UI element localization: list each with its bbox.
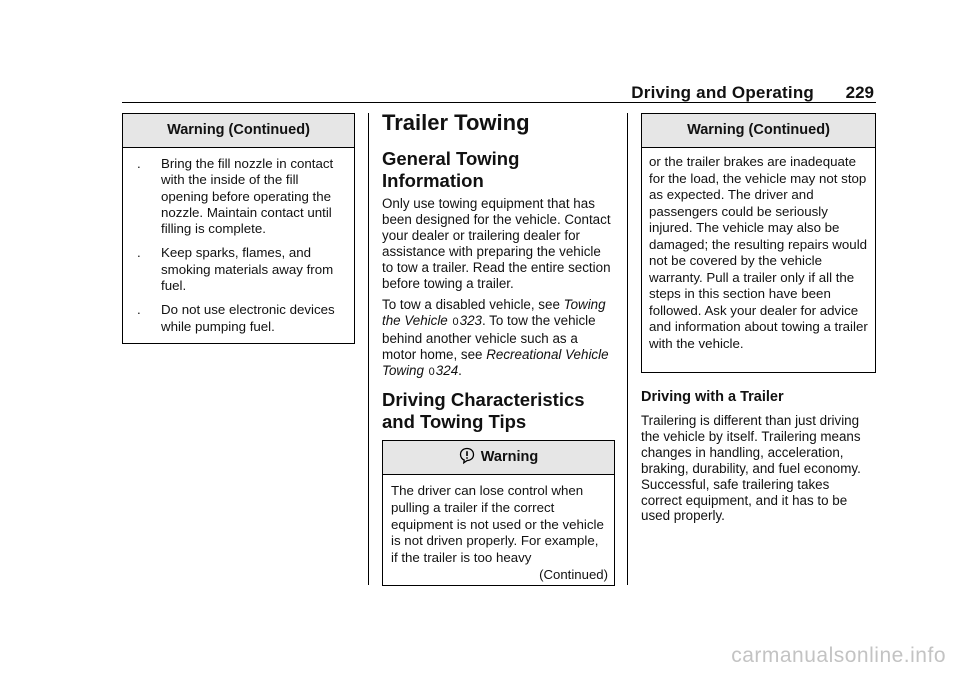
trailer-warning-title: Warning (480, 449, 539, 465)
list-item (123, 156, 348, 237)
continued-label: (Continued) (539, 566, 608, 582)
trailer-warning-text: The driver can lose control when pulling a trailer if the correct equipment is not used or the vehicle is not driven properly. For example, if the trailer is too heavy (391, 483, 604, 566)
disabled-vehicle-paragraph (382, 297, 614, 381)
para-text: . To tow the vehicle behind another vehicle such as a motor home, see (382, 312, 596, 362)
fuel-warning-title: Warning (Continued) (123, 114, 354, 148)
watermark: carmanualsonline.info (731, 644, 946, 667)
bullet-marker: . (137, 156, 141, 171)
bullet-marker: . (137, 302, 141, 318)
trailer-brakes-warning-title: Warning (Continued) (642, 114, 875, 148)
driving-characteristics-heading: Driving Characteristics and Towing Tips (382, 389, 585, 432)
towing-vehicle-link[interactable]: Towing the Vehicle (382, 297, 606, 328)
list-item (123, 302, 348, 335)
para-text: To tow a disabled vehicle, see (382, 297, 560, 312)
trailer-towing-heading: Trailer Towing (382, 110, 530, 135)
page-arrow-icon: 0 (428, 365, 435, 378)
trailer-brakes-warning-box (641, 113, 876, 373)
page-arrow-icon: 0 (452, 315, 459, 328)
page-ref[interactable]: 323 (459, 312, 482, 328)
header-rule (122, 102, 876, 103)
general-towing-paragraph: Only use towing equipment that has been designed for the vehicle. Contact your dealer or trailering dealer for assistance with preparing the vehicle to tow a trailer. Read the entire section before towing a trailer. (382, 196, 611, 291)
warning-icon (459, 447, 475, 464)
fuel-warning-box (122, 113, 355, 344)
page-number: 229 (845, 83, 874, 102)
trailer-control-warning-box (382, 440, 615, 586)
recreational-towing-link[interactable]: Recreational Vehicle Towing (382, 346, 609, 378)
trailer-brakes-warning-text: or the trailer brakes are inadequate for the load, the vehicle may not stop as expected. The driver and passengers could be seriously injured. The vehicle may also be damaged; the resulting repairs would not be covered by the vehicle warranty. Pull a trailer only if all the steps in this section have been followed. Ask your dealer for advice and information about towing a trailer with the vehicle. (649, 154, 868, 351)
bullet-text: Bring the fill nozzle in contact with the inside of the fill opening before operating the nozzle. Maintain contact until filling is complete. (161, 156, 334, 237)
column-divider-right (627, 113, 628, 585)
section-title: Driving and Operating (631, 83, 814, 102)
list-item (123, 245, 348, 294)
bullet-text: Do not use electronic devices while pumping fuel. (161, 302, 335, 334)
column-divider-left (368, 113, 369, 585)
general-towing-heading: General Towing Information (382, 148, 520, 191)
page-header (0, 0, 960, 110)
bullet-text: Keep sparks, flames, and smoking materials away from fuel. (161, 245, 334, 294)
driving-with-trailer-paragraph: Trailering is different than just driving the vehicle by itself. Trailering means changes in handling, acceleration, braking, durability, and fuel economy. Successful, safe trailering takes correct equipment, and it has to be used properly. (641, 413, 861, 524)
driving-with-trailer-heading: Driving with a Trailer (641, 389, 784, 405)
fuel-warning-list (123, 148, 354, 349)
para-text: . (458, 362, 462, 378)
trailer-warning-header (383, 441, 614, 475)
bullet-marker: . (137, 245, 141, 261)
page-ref[interactable]: 324 (435, 362, 459, 378)
